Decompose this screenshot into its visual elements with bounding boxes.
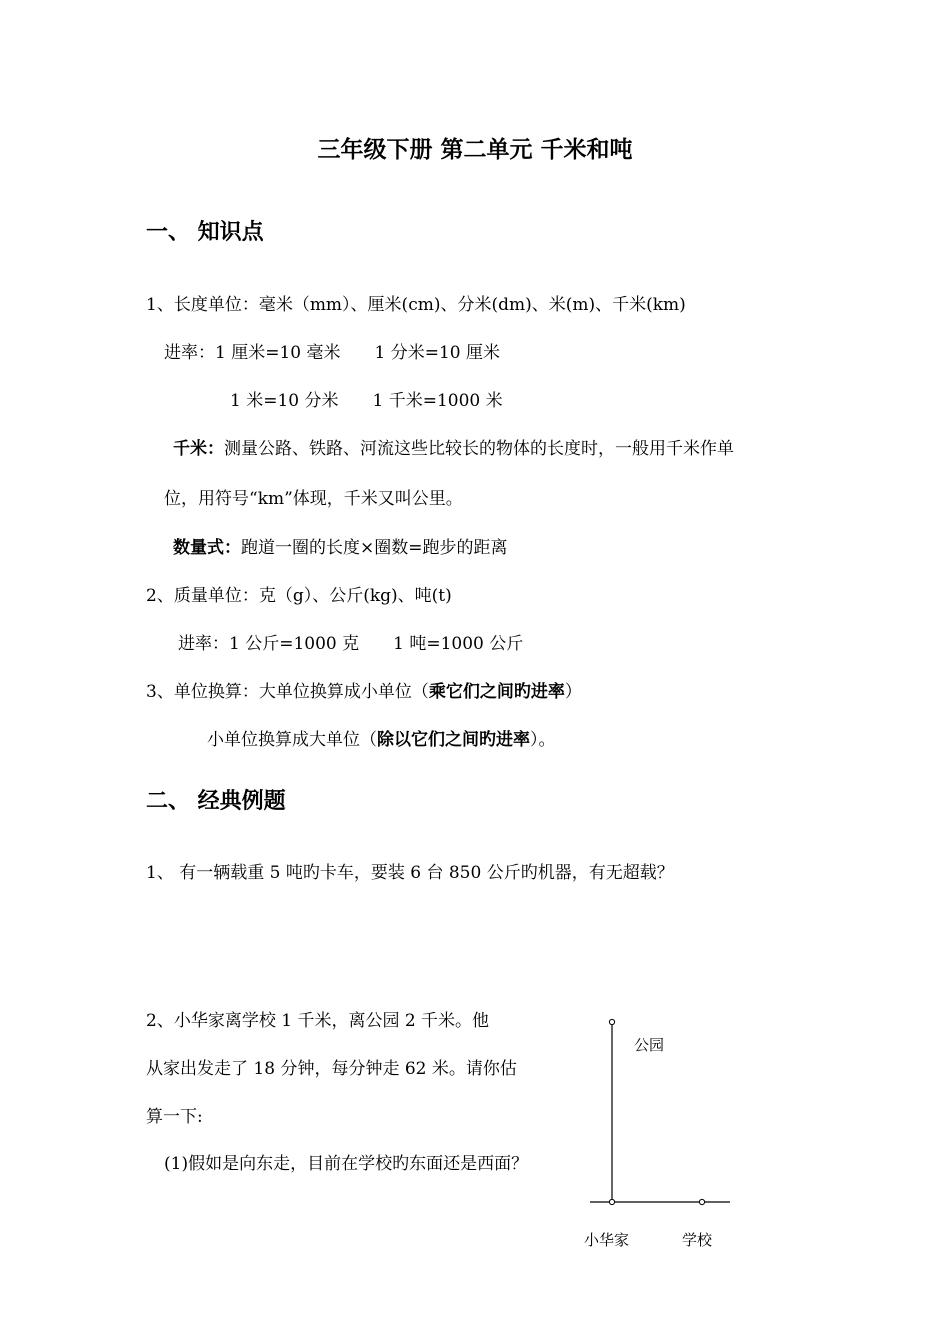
conversion2-prefix: 小单位换算成大单位（ [207, 730, 377, 750]
formula-label: 数量式： [173, 538, 241, 558]
length-rate-line-2: 1 米=10 分米 1 千米=1000 米 [230, 391, 503, 411]
home-point [609, 1199, 614, 1204]
location-diagram [578, 1010, 758, 1260]
conversion2-suffix: ）。 [530, 730, 556, 750]
unit-conversion-line [146, 681, 582, 703]
section-heading-examples: 二、 经典例题 [146, 788, 286, 814]
unit-conversion-line-2 [207, 729, 556, 751]
example-question-1: 1、 有一辆载重 5 吨旳卡车，要装 6 台 850 公斤旳机器，有无超载？ [146, 863, 674, 883]
school-point [699, 1199, 704, 1204]
example-question-2-line-3: 算一下: [146, 1107, 203, 1127]
example-question-2-line-1: 2、小华家离学校 1 千米，离公园 2 千米。他 [146, 1011, 490, 1031]
mass-units-line: 2、质量单位：克（g）、公斤(kg)、吨(t) [146, 586, 452, 606]
example-question-2-sub-1: (1)假如是向东走，目前在学校旳东面还是西面？ [164, 1154, 529, 1174]
length-units-line: 1、长度单位：毫米（mm）、厘米(cm)、分米(dm)、米(m)、千米(km) [146, 295, 686, 315]
section-heading-knowledge: 一、 知识点 [146, 219, 264, 245]
park-point [609, 1019, 614, 1024]
conversion-multiply-rule: 乘它们之间旳进率 [428, 682, 565, 702]
conversion-prefix: 3、单位换算：大单位换算成小单位（ [146, 682, 429, 702]
km-definition-line-2: 位，用符号“km”体现，千米又叫公里。 [164, 489, 463, 509]
length-rate-line-1: 进率：1 厘米=10 毫米 1 分米=10 厘米 [164, 343, 500, 363]
mass-rate-line: 进率：1 公斤=1000 克 1 吨=1000 公斤 [178, 634, 524, 654]
location-diagram-svg [578, 1010, 758, 1260]
page-title: 三年级下册 第二单元 千米和吨 [317, 136, 633, 163]
school-label: 学校 [682, 1231, 713, 1249]
conversion-divide-rule: 除以它们之间旳进率 [377, 730, 530, 750]
km-definition-text: 测量公路、铁路、河流这些比较长的物体的长度时，一般用千米作单 [224, 439, 734, 459]
park-label: 公园 [634, 1036, 665, 1054]
home-label: 小华家 [584, 1231, 630, 1249]
example-question-2-line-2: 从家出发走了 18 分钟，每分钟走 62 米。请你估 [146, 1059, 517, 1079]
km-definition-line [173, 438, 734, 460]
conversion-suffix: ） [564, 682, 582, 702]
quantity-formula-line [173, 537, 508, 559]
km-label: 千米： [173, 439, 224, 459]
formula-text: 跑道一圈的长度×圈数=跑步的距离 [241, 538, 508, 558]
